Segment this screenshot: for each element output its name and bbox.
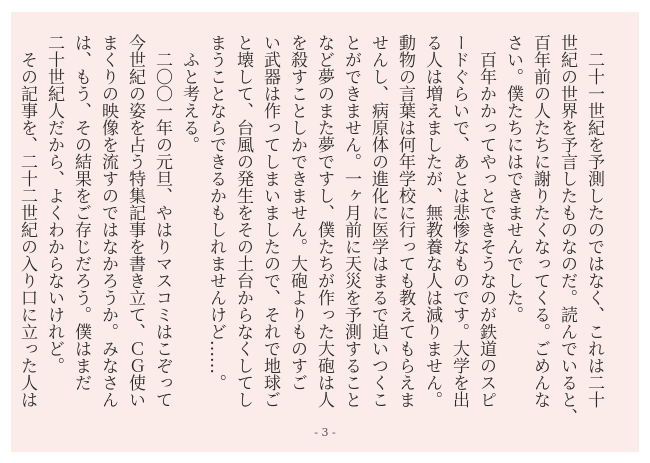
text-column: と壊して、台風の発生をその土台からなくしてし (233, 34, 253, 408)
text-column: など夢のまた夢ですし、僕たちが作った大砲は人 (314, 34, 334, 408)
text-column: ふと考える。 (179, 34, 199, 153)
text-column: い武器は作ってしまいましたので、それで地球ご (260, 34, 280, 408)
body-text (17, 34, 607, 425)
text-column: 動物の言葉は何年学校に行っても教えてもらえま (395, 34, 415, 408)
text-column: 世紀の世界を予言したものなのだ。読んでいると、 (557, 34, 577, 425)
page-number: - 3 - (314, 426, 336, 439)
text-column: を殺すことしかできません。大砲よりものすご (287, 34, 307, 391)
text-column: 百年前の人たちに謝りたくなってくる。ごめんな (530, 34, 550, 408)
text-column: さい。僕たちにはできませんでした。 (503, 34, 523, 323)
text-column: る人は増えましたが、無教養な人は減りません。 (422, 34, 442, 408)
text-column: せんし、病原体の進化に医学はまるで追いつくこ (368, 34, 388, 408)
text-column: とができません。一ヶ月前に天災を予測すること (341, 34, 361, 408)
text-column: ードぐらいで、あとは悲惨なものです。大学を出 (449, 34, 469, 408)
text-column: は、もう、その結果をご存じだろう。僕はまだ (71, 34, 91, 391)
text-column: 二〇〇一年の元旦、やはりマスコミはこぞって (152, 34, 172, 408)
text-column: その記事を、二十二世紀の入り口に立った人は (17, 34, 37, 408)
text-column: 百年かかってやっとできそうなのが鉄道のスピ (476, 34, 496, 408)
text-column: まくりの映像を流すのではなかろうか。みなさん (98, 34, 118, 408)
text-column: 今世紀の姿を占う特集記事を書き立て、ＣＧ使い (125, 34, 145, 408)
text-column: まうことならできるかもしれませんけど……。 (206, 34, 226, 391)
document-page (11, 12, 639, 452)
text-column: 二十世紀人だから、よくわからないけれど。 (44, 34, 64, 374)
text-column: 二十一世紀を予測したのではなく、これは二十 (584, 34, 604, 408)
